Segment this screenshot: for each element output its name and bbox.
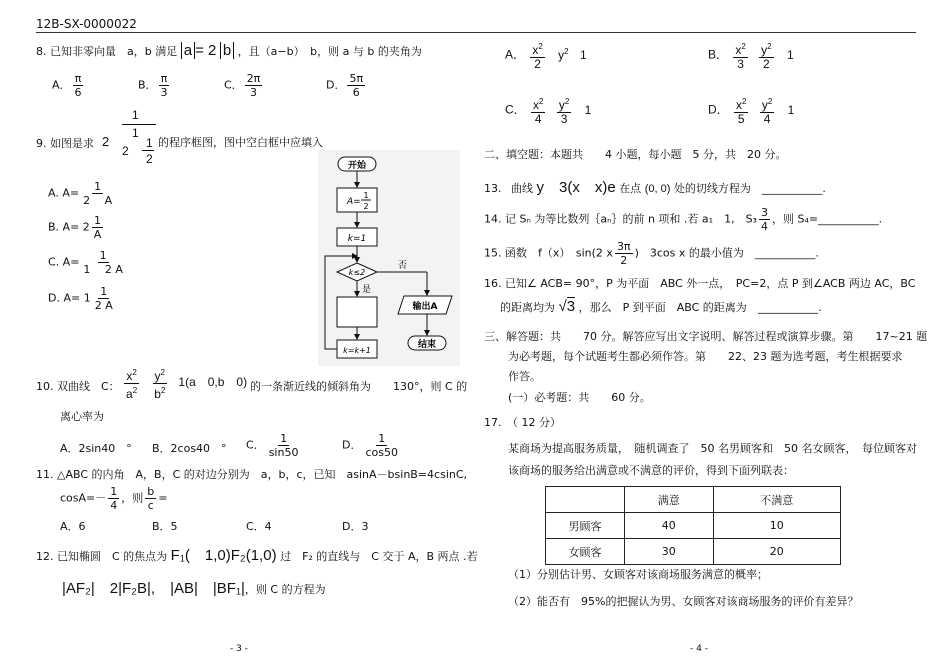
q12-option-d: D． $\frac{x^2}{5}$ $\frac{y^2}{4}$ 1 — [708, 97, 795, 126]
q8-option-d: D． $\frac{5\pi}{6}$ — [326, 72, 364, 99]
question-15: 15. 函数 f（x） sin(2 x $\frac{3\pi}{2}$ ) 3cos x 的最小值为 ___________. — [484, 240, 819, 267]
question-9-stem: 9. 如图是求 — [36, 137, 94, 150]
section-3-line3: 作答。 — [508, 370, 541, 383]
flow-init-label: A= — [347, 197, 361, 207]
q9-option-a: A. A= $\frac{1}{2 A}$ — [48, 180, 113, 207]
flowchart-background — [318, 150, 460, 366]
q17-paragraph-2: 该商场的服务给出满意或不满意的评价，得到下面列联表： — [508, 464, 794, 477]
table-cell: 40 — [625, 513, 714, 539]
q11-condition: cosA=－ $\frac{1}{4}$ ，则 $\frac{b}{c}$ = — [60, 485, 168, 512]
q11-option-d: D．3 — [342, 520, 369, 533]
q9-two: 2 — [102, 134, 110, 149]
q11-option-c: C．4 — [246, 520, 272, 533]
header-rule — [36, 32, 916, 33]
question-17-title: 17. （ 12 分） — [484, 416, 561, 429]
q8-option-b: B． $\frac{\pi}{3}$ — [138, 72, 168, 99]
flow-blank-box — [337, 297, 377, 327]
section-2-heading: 二、填空题：本题共 4 小题，每小题 5 分，共 20 分。 — [484, 148, 787, 161]
q10-equation: $\frac{x^2}{a^2}$ $\frac{y^2}{b^2}$ 1(a 0,b 0) — [126, 368, 248, 401]
q12-option-b: B． $\frac{x^2}{3}$ $\frac{y^2}{2}$ 1 — [708, 42, 794, 71]
q12-option-c: C． $\frac{x^2}{4}$ $\frac{y^2}{3}$ 1 — [505, 97, 592, 126]
table-cell: 10 — [713, 513, 840, 539]
flow-init-den: 2 — [363, 202, 369, 211]
question-12: 12. 已知椭圆 C 的焦点为 F₁( 1,0)F₂(1,0) 过 F₂ 的直线与 C 交于 A，B 两点 .若 — [36, 547, 478, 564]
q10-option-b: B．2cos40 ° — [152, 442, 227, 455]
flow-increment-label: k=k+1 — [343, 346, 371, 355]
section-3-line1: 三、解答题：共 70 分。解答应写出文字说明、解答过程或演算步骤。第 17~21 题 — [484, 330, 928, 343]
flow-end-label: 结束 — [417, 340, 437, 350]
flow-k1-label: k=1 — [347, 234, 367, 244]
page-number-right: - 4 - — [690, 644, 708, 654]
table-header-cell: 满意 — [625, 487, 714, 513]
q10-stem-tail: 的一条渐近线的倾斜角为 130°，则 C 的 — [250, 380, 468, 393]
table-header-cell — [546, 487, 625, 513]
page-number-left: - 3 - — [230, 644, 248, 654]
question-14: 14. 记 Sₙ 为等比数列｛aₙ｝的前 n 项和 .若 a₁ 1, S₃ $\frac{3}{4}$ ，则 S₄=___________. — [484, 206, 883, 233]
q8-option-c: C． $\frac{2\pi}{3}$ — [224, 72, 261, 99]
flowchart — [316, 150, 462, 366]
q9-stem-tail: 的程序框图，图中空白框中应填入 — [158, 136, 323, 149]
contingency-table — [545, 486, 841, 565]
table-row — [546, 539, 841, 565]
q9-option-c: C. A= $\frac{1}{1 2 A}$ — [48, 249, 123, 276]
q17-paragraph-1: 某商场为提高服务质量， 随机调查了 50 名男顾客和 50 名女顾客， 每位顾客对 — [508, 442, 917, 455]
flow-yes-label: 是 — [362, 285, 372, 295]
document-code: 12B-SX-0000022 — [36, 17, 137, 31]
q11-option-b: B．5 — [152, 520, 178, 533]
q9-continued-fraction: 1 1 2 1 2 — [120, 108, 156, 170]
section-3-line2: 为必考题，每个试题考生都必须作答。第 22、23 题为选考题，考生根据要求 — [508, 350, 903, 363]
table-header-cell: 不满意 — [713, 487, 840, 513]
question-13: 13. 曲线 y 3(x x)e 在点 (0, 0) 处的切线方程为 ___________. — [484, 179, 826, 196]
q17-subquestion-1: （1）分别估计男、女顾客对该商场服务满意的概率； — [508, 568, 768, 581]
question-16-line1: 16. 已知∠ ACB= 90°，P 为平面 ABC 外一点， PC=2，点 P 到∠ACB 两边 AC，BC — [484, 277, 916, 290]
flow-no-label: 否 — [398, 261, 408, 271]
table-header-row — [546, 487, 841, 513]
table-row — [546, 513, 841, 539]
q10-option-d: D． $\frac{1}{\cos 50}$ — [342, 432, 398, 459]
q11-option-a: A．6 — [60, 520, 86, 533]
question-11: 11. △ABC 的内角 A，B，C 的对边分别为 a，b，c，已知 asinA－bsinB=4csinC, — [36, 468, 468, 481]
flow-output-label: 输出A — [412, 302, 438, 312]
q12-condition: |AF₂| 2|F₂B|, |AB| |BF₁|，则 C 的方程为 — [62, 580, 326, 597]
q9-option-b: B. A= 2 $\frac{1}{A}$ — [48, 214, 102, 241]
q17-subquestion-2: （2）能否有 95%的把握认为男、女顾客对该商场服务的评价有差异？ — [508, 595, 859, 608]
question-16-line2: 的距离均为 √3 ，那么 P 到平面 ABC 的距离为 ___________. — [500, 298, 822, 315]
table-cell: 女顾客 — [546, 539, 625, 565]
question-10: 10. 双曲线 C： — [36, 380, 120, 393]
flow-decision-label: k≤2 — [348, 268, 366, 277]
q10-option-a: A．2sin40 ° — [60, 442, 132, 455]
q12-option-a: A． $\frac{x^2}{2}$ $y^2$ 1 — [505, 42, 587, 71]
q9-option-d: D. A= 1 $\frac{1}{2 A}$ — [48, 285, 113, 312]
question-8: 8. 已知非零向量 a，b 满足 a = 2 b ，且（a−b） b，则 a 与 b 的夹角为 — [36, 42, 422, 59]
table-cell: 20 — [713, 539, 840, 565]
table-cell: 男顾客 — [546, 513, 625, 539]
table-cell: 30 — [625, 539, 714, 565]
q10-line2: 离心率为 — [60, 410, 104, 423]
q10-option-c: C． $\frac{1}{\sin 50}$ — [246, 432, 299, 459]
section-3-line4: (一）必考题：共 60 分。 — [508, 391, 651, 404]
flow-init-num: 1 — [363, 191, 369, 200]
flow-start-label: 开始 — [347, 161, 367, 171]
q8-option-a: A． $\frac{\pi}{6}$ — [52, 72, 82, 99]
